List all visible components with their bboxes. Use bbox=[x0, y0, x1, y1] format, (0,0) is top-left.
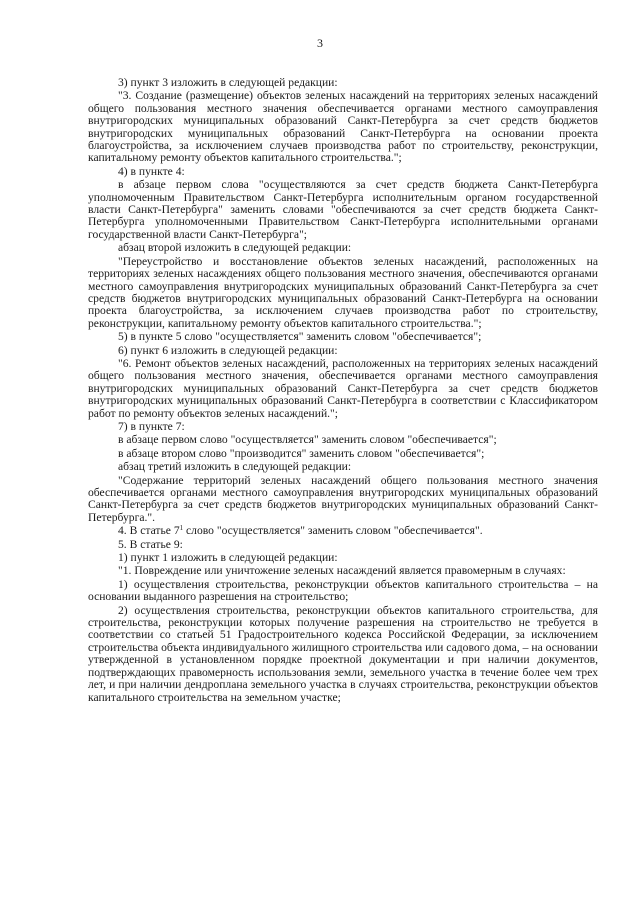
paragraph: 5) в пункте 5 слово "осуществляется" заменить словом "обеспечивается"; bbox=[118, 330, 482, 344]
paragraph: 1) осуществления строительства, реконструкции объектов капитального строительства – на основании выданного разрешения на строительство; bbox=[88, 577, 598, 604]
paragraph: 2) осуществления строительства, реконструкции объектов капитального строительства, для строительства, реконструкции которых получение разрешения на строительство не требуется в соответствии со статьей 51 Градостроительного кодекса Российской Федерации, за исключением строительства объекта индивидуального жилищного строительства или садового дома, – на основании утвержденной в установленном порядке проектной документации и при наличии документов, подтверждающих правомерность использования земли, земельного участка в течение более чем трех лет, и при наличии дендроплана земельного участка в случаях строительства, реконструкции объектов капитального строительства на земельном участке; bbox=[88, 603, 598, 704]
article-7-rest: слово "осуществляется" заменить словом "обеспечивается". bbox=[183, 524, 483, 538]
paragraph: "6. Ремонт объектов зеленых насаждений, расположенных на территориях зеленых насаждений общего пользования местного значения, обеспечивается органами местного самоуправления внутригородских муниципальных образований Санкт-Петербурга за счет средств бюджетов внутригородских муниципальных образований Санкт-Петербурга в соответствии с Классификатором работ по ремонту объектов зеленых насаждений."; bbox=[88, 356, 598, 420]
paragraph: 3) пункт 3 изложить в следующей редакции: bbox=[118, 76, 338, 89]
paragraph: в абзаце первом слово "осуществляется" заменить словом "обеспечивается"; bbox=[118, 433, 497, 447]
paragraph: 7) в пункте 7: bbox=[118, 419, 185, 433]
paragraph: "1. Повреждение или уничтожение зеленых насаждений является правомерным в случаях: bbox=[118, 564, 566, 578]
document-body bbox=[88, 77, 598, 704]
article-7-lead: 4. В статье 7 bbox=[118, 524, 180, 538]
paragraph: абзац третий изложить в следующей редакции: bbox=[118, 460, 352, 474]
paragraph: 1) пункт 1 изложить в следующей редакции: bbox=[118, 551, 338, 565]
page-number: 3 bbox=[317, 36, 323, 50]
paragraph: абзац второй изложить в следующей редакции: bbox=[118, 241, 352, 255]
paragraph: в абзаце втором слово "производится" заменить словом "обеспечивается"; bbox=[118, 446, 485, 460]
paragraph: "3. Создание (размещение) объектов зеленых насаждений на территориях зеленых насаждений общего пользования местного значения обеспечивается органами местного самоуправления внутригородских муниципальных образований Санкт-Петербурга за счет средств бюджетов внутригородских муниципальных образований Санкт-Петербурга на основании проекта благоустройства, за исключением случаев производства работ по строительству, реконструкции, капитальному ремонту объектов капитального строительства."; bbox=[88, 89, 598, 165]
paragraph-article-7 bbox=[88, 525, 598, 537]
paragraph: "Переустройство и восстановление объектов зеленых насаждений, расположенных на территориях зеленых насаждениях общего пользования местного значения, обеспечиваются органами местного самоуправления внутригородских муниципальных образований Санкт-Петербурга за счет средств бюджетов внутригородских муниципальных образований Санкт-Петербурга на основании проекта благоустройства, за исключением случаев производства работ по строительству, реконструкции, капитальному ремонту объектов капитального строительства."; bbox=[88, 254, 598, 330]
paragraph: 4) в пункте 4: bbox=[118, 164, 185, 178]
paragraph: 5. В статье 9: bbox=[118, 537, 183, 551]
paragraph: в абзаце первом слова "осуществляются за счет средств бюджета Санкт-Петербурга уполномоченным Правительством Санкт-Петербурга исполнительным органом государственной власти Санкт-Петербурга" заменить словами "обеспечиваются за счет средств бюджета Санкт-Петербурга уполномоченными Правительством Санкт-Петербурга исполнительными органами государственной власти Санкт-Петербурга"; bbox=[88, 178, 598, 241]
paragraph: "Содержание территорий зеленых насаждений общего пользования местного значения обеспечивается органами местного самоуправления внутригородских муниципальных образований Санкт-Петербурга за счет средств бюджетов внутригородских муниципальных образований Санкт-Петербурга.". bbox=[88, 473, 598, 524]
article-7-superscript: 1 bbox=[179, 524, 184, 533]
paragraph: 6) пункт 6 изложить в следующей редакции: bbox=[118, 343, 338, 357]
